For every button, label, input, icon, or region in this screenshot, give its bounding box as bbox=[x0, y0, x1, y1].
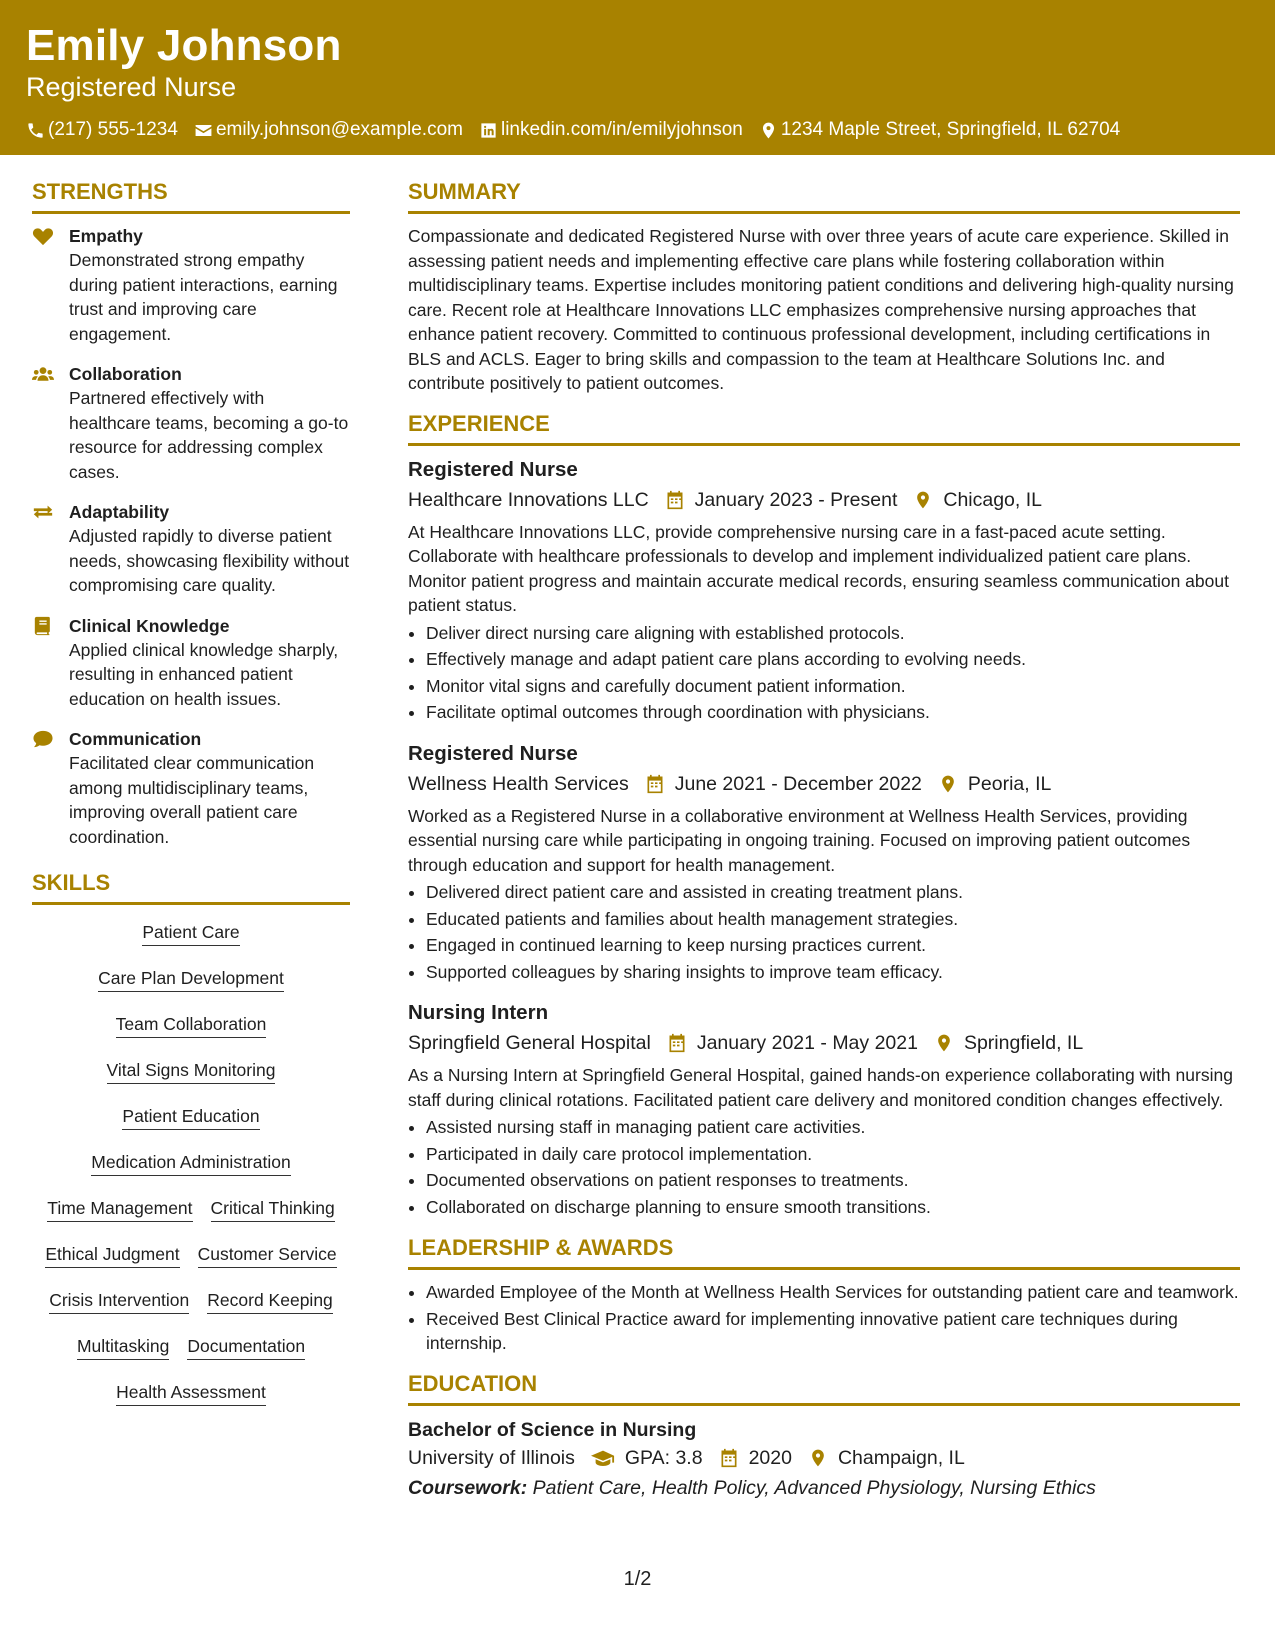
address-text: 1234 Maple Street, Springfield, IL 62704 bbox=[780, 119, 1121, 140]
skill-tag: Record Keeping bbox=[207, 1289, 333, 1314]
summary-text: Compassionate and dedicated Registered Nurse with over three years of acute care experience. Skilled in assessing patient needs and implementing effective care plans while fostering collaboration within multidisciplinary teams. Expertise includes monitoring patient conditions and delivering high-quality nursing care. Recent role at Healthcare Innovations LLC emphasizes comprehensive nursing approaches that enhance patient recovery. Committed to continuous professional development, including certifications in BLS and ACLS. Eager to bring skills and compassion to the team at Healthcare Solutions Inc. and contribute positively to patient outcomes. bbox=[408, 226, 1234, 393]
map-pin-icon bbox=[759, 121, 778, 140]
contact-email[interactable] bbox=[194, 118, 463, 142]
job-meta bbox=[408, 1029, 1240, 1057]
job-bullets bbox=[408, 1114, 1240, 1220]
job-location bbox=[938, 770, 1051, 798]
calendar-icon bbox=[667, 1033, 687, 1053]
skill-tag: Team Collaboration bbox=[116, 1013, 267, 1038]
job-bullet: • Participated in daily care protocol implementation. bbox=[426, 1141, 1240, 1168]
job-location-text: Springfield, IL bbox=[963, 1032, 1084, 1054]
job-title: Registered Nurse bbox=[408, 741, 578, 765]
skill-tag: Time Management bbox=[47, 1197, 192, 1222]
contact-bar bbox=[26, 118, 1249, 142]
map-pin-icon bbox=[913, 490, 933, 510]
contact-linkedin[interactable] bbox=[479, 118, 743, 142]
job-company: Wellness Health Services bbox=[408, 772, 629, 795]
job-location bbox=[934, 1029, 1083, 1057]
phone-icon bbox=[26, 121, 45, 140]
degree-title: Bachelor of Science in Nursing bbox=[408, 1418, 697, 1441]
job-location-text: Chicago, IL bbox=[943, 488, 1043, 511]
job-bullet: • Educated patients and families about health management strategies. bbox=[426, 906, 1240, 933]
job-entry bbox=[408, 456, 1240, 726]
strength-item bbox=[32, 362, 350, 484]
job-bullets bbox=[408, 879, 1240, 985]
left-column bbox=[32, 178, 350, 1427]
job-description: As a Nursing Intern at Springfield General Hospital, gained hands-on experience collaborating with nursing staff during clinical rotations. Facilitated patient care delivery and monitored condition changes effectively. bbox=[408, 1065, 1233, 1110]
book-icon bbox=[32, 616, 54, 636]
skill-tag: Critical Thinking bbox=[211, 1197, 335, 1222]
job-title: Registered Nurse bbox=[408, 457, 578, 481]
right-column bbox=[408, 178, 1240, 1502]
education-meta bbox=[408, 1444, 1240, 1472]
job-dates-text: June 2021 - December 2022 bbox=[674, 772, 922, 795]
resume-header bbox=[0, 0, 1275, 155]
education-year bbox=[719, 1444, 792, 1472]
email-text: emily.johnson@example.com bbox=[215, 119, 463, 140]
job-company: Springfield General Hospital bbox=[408, 1032, 651, 1054]
graduation-cap-icon bbox=[591, 1448, 615, 1468]
strength-item bbox=[32, 500, 350, 598]
map-pin-icon bbox=[934, 1033, 954, 1053]
linkedin-text: linkedin.com/in/emilyjohnson bbox=[500, 119, 743, 140]
people-icon bbox=[32, 364, 54, 384]
award-item: • Awarded Employee of the Month at Wellness Health Services for outstanding patient care and teamwork. bbox=[426, 1280, 1240, 1305]
education-location bbox=[808, 1444, 965, 1472]
contact-address bbox=[759, 118, 1120, 142]
calendar-icon bbox=[665, 490, 685, 510]
strength-item bbox=[32, 224, 350, 346]
job-title: Nursing Intern bbox=[408, 1001, 549, 1024]
strength-item bbox=[32, 727, 350, 849]
candidate-role: Registered Nurse bbox=[26, 72, 237, 102]
job-bullet: • Documented observations on patient responses to treatments. bbox=[426, 1167, 1240, 1194]
skill-tag: Customer Service bbox=[198, 1243, 337, 1268]
page-number: 1/2 bbox=[623, 1568, 652, 1590]
year-text: 2020 bbox=[748, 1446, 792, 1469]
strength-item bbox=[32, 614, 350, 712]
job-description: At Healthcare Innovations LLC, provide comprehensive nursing care in a fast-paced acute setting. Collaborate with healthcare professionals to develop and implement individualized patient care plans. Monitor patient progress and maintain accurate medical records, ensuring seamless communication about patient status. bbox=[408, 521, 1229, 615]
envelope-icon bbox=[194, 121, 213, 140]
linkedin-icon bbox=[479, 121, 498, 140]
strength-desc: Partnered effectively with healthcare teams, becoming a go-to resource for addressing complex cases. bbox=[69, 388, 349, 482]
calendar-icon bbox=[645, 774, 665, 794]
strength-title: Adaptability bbox=[69, 502, 170, 522]
education-location-text: Champaign, IL bbox=[837, 1446, 965, 1469]
job-location-text: Peoria, IL bbox=[967, 772, 1052, 795]
job-bullets bbox=[408, 620, 1240, 726]
job-bullet: • Facilitate optimal outcomes through coordination with physicians. bbox=[426, 699, 1240, 726]
job-entry bbox=[408, 999, 1240, 1220]
job-bullet: • Engaged in continued learning to keep nursing practices current. bbox=[426, 932, 1240, 959]
skill-tag: Multitasking bbox=[77, 1335, 169, 1360]
strength-title: Collaboration bbox=[69, 364, 182, 384]
education-gpa bbox=[591, 1444, 703, 1472]
strengths-heading: STRENGTHS bbox=[32, 178, 350, 214]
skill-tag: Patient Education bbox=[122, 1105, 259, 1130]
job-dates bbox=[667, 1029, 918, 1057]
job-dates bbox=[645, 770, 922, 798]
job-meta bbox=[408, 486, 1240, 514]
job-meta bbox=[408, 770, 1240, 798]
strength-desc: Facilitated clear communication among multidisciplinary teams, improving overall patient care coordination. bbox=[69, 753, 315, 847]
skill-tag: Patient Care bbox=[142, 921, 239, 946]
map-pin-icon bbox=[808, 1448, 828, 1468]
coursework-text: Patient Care, Health Policy, Advanced Physiology, Nursing Ethics bbox=[532, 1476, 1096, 1499]
exchange-icon bbox=[32, 502, 54, 522]
summary-heading: SUMMARY bbox=[408, 178, 1240, 214]
job-bullet: • Collaborated on discharge planning to ensure smooth transitions. bbox=[426, 1194, 1240, 1221]
job-dates-text: January 2021 - May 2021 bbox=[696, 1032, 918, 1054]
strength-desc: Demonstrated strong empathy during patient interactions, earning trust and improving care engagement. bbox=[69, 250, 338, 344]
skills-heading: SKILLS bbox=[32, 869, 350, 905]
job-bullet: • Assisted nursing staff in managing patient care activities. bbox=[426, 1114, 1240, 1141]
strength-title: Communication bbox=[69, 729, 202, 749]
job-dates-text: January 2023 - Present bbox=[694, 488, 898, 511]
phone-text: (217) 555-1234 bbox=[48, 119, 178, 140]
chat-bubble-icon bbox=[32, 729, 54, 749]
job-dates bbox=[665, 486, 898, 514]
job-bullet: • Supported colleagues by sharing insights to improve team efficacy. bbox=[426, 959, 1240, 986]
school-name: University of Illinois bbox=[408, 1446, 575, 1469]
strength-desc: Adjusted rapidly to diverse patient needs, showcasing flexibility without compromising care quality. bbox=[69, 526, 350, 595]
calendar-icon bbox=[719, 1448, 739, 1468]
skill-tag: Care Plan Development bbox=[98, 967, 284, 992]
gpa-text: GPA: 3.8 bbox=[624, 1446, 703, 1469]
contact-phone[interactable] bbox=[26, 118, 178, 142]
strength-title: Clinical Knowledge bbox=[69, 615, 230, 636]
skill-tag: Health Assessment bbox=[116, 1381, 266, 1406]
skill-tag: Vital Signs Monitoring bbox=[107, 1059, 276, 1084]
map-pin-icon bbox=[938, 774, 958, 794]
awards-list bbox=[408, 1280, 1240, 1356]
experience-heading: EXPERIENCE bbox=[408, 410, 1240, 446]
job-location bbox=[913, 486, 1042, 514]
skills-list bbox=[32, 915, 350, 1427]
awards-heading: LEADERSHIP & AWARDS bbox=[408, 1234, 1240, 1270]
coursework bbox=[408, 1474, 1240, 1502]
job-bullet: • Monitor vital signs and carefully document patient information. bbox=[426, 673, 1240, 700]
job-entry bbox=[408, 740, 1240, 986]
job-bullet: • Deliver direct nursing care aligning with established protocols. bbox=[426, 620, 1240, 647]
candidate-name: Emily Johnson bbox=[26, 21, 342, 70]
job-bullet: • Effectively manage and adapt patient care plans according to evolving needs. bbox=[426, 646, 1240, 673]
skill-tag: Documentation bbox=[187, 1335, 305, 1360]
education-heading: EDUCATION bbox=[408, 1370, 1240, 1406]
strength-desc: Applied clinical knowledge sharply, resulting in enhanced patient education on health issues. bbox=[69, 639, 339, 709]
coursework-label: Coursework: bbox=[408, 1476, 528, 1499]
skill-tag: Ethical Judgment bbox=[45, 1243, 179, 1268]
skill-tag: Medication Administration bbox=[91, 1151, 290, 1176]
skill-tag: Crisis Intervention bbox=[49, 1289, 189, 1314]
heart-icon bbox=[32, 226, 54, 246]
job-bullet: • Delivered direct patient care and assisted in creating treatment plans. bbox=[426, 879, 1240, 906]
strength-title: Empathy bbox=[69, 226, 143, 246]
job-company: Healthcare Innovations LLC bbox=[408, 488, 649, 511]
job-description: Worked as a Registered Nurse in a collaborative environment at Wellness Health Services, providing essential nursing care while participating in ongoing training. Focused on improving patient outcomes through education and support for health management. bbox=[408, 805, 1191, 875]
award-item: • Received Best Clinical Practice award for implementing innovative patient care techniques during internship. bbox=[426, 1307, 1240, 1356]
